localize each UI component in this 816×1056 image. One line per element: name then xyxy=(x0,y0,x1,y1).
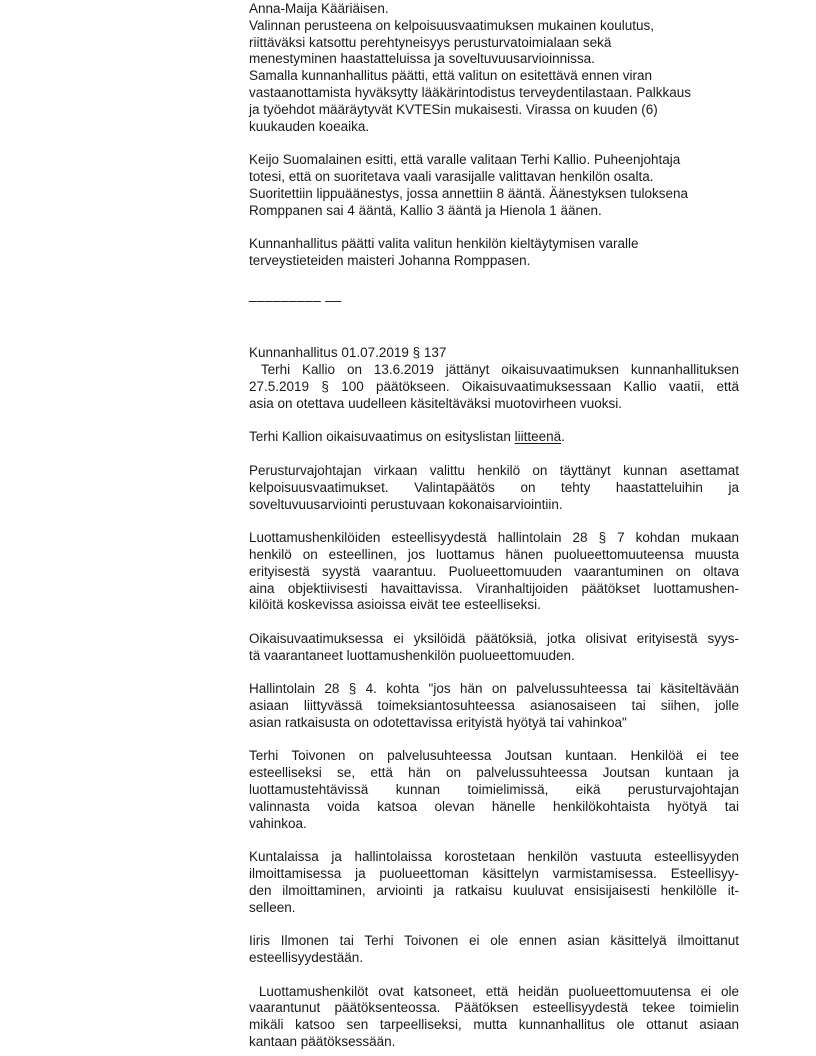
text-span: Oikaisuvaatimuksessa ei yksilöidä päätöksiä, jotka olisivat erityisestä syys- xyxy=(249,630,739,646)
text-span: asiaan liittyvässä toimeksiantosuhteessa asianosaiseen tai siihen, jolle xyxy=(249,698,739,714)
text-span: vahinkoa. xyxy=(249,815,307,831)
text-line xyxy=(249,236,739,253)
text-line xyxy=(249,849,739,866)
text-span: totesi, että on suoritetava vaali varasijalle valittavan henkilön osalta. xyxy=(249,168,654,184)
text-span: Terhi Toivonen on palvelusuhteessa Joutsan kuntaan. Henkilöä ei tee xyxy=(249,748,739,764)
text-line xyxy=(249,1000,739,1017)
text-line xyxy=(249,497,739,514)
text-span: Terhi Kallio on 13.6.2019 jättänyt oikaisuvaatimuksen kunnanhallituksen xyxy=(249,362,739,378)
text-line xyxy=(249,152,739,169)
paragraph xyxy=(249,933,739,967)
document-text-column xyxy=(249,1,739,1056)
text-span: den ilmoittaminen, arviointi ja ratkaisu kuuluvat ensisijaisesti henkilölle it- xyxy=(249,882,739,898)
text-line xyxy=(249,547,739,564)
text-line xyxy=(249,530,739,547)
text-line xyxy=(249,18,739,35)
text-line xyxy=(249,866,739,883)
text-span: esteelliseksi se, että hän on palvelussuhteessa Joutsan kuntaan ja xyxy=(249,765,739,781)
text-span: aina objektiivisesti havaittavissa. Viranhaltijoiden päätökset luottamushen- xyxy=(249,580,739,596)
text-line xyxy=(249,396,739,413)
text-span: . xyxy=(561,429,565,445)
text-line xyxy=(249,648,739,665)
paragraph xyxy=(249,530,739,614)
text-span: Luottamushenkilöt ovat katsoneet, että heidän puolueettomuutensa ei ole xyxy=(249,983,739,999)
separator xyxy=(249,287,739,304)
paragraph xyxy=(249,236,739,270)
text-span: Kunnanhallitus 01.07.2019 § 137 xyxy=(249,345,447,361)
text-line xyxy=(249,698,739,715)
text-line xyxy=(249,51,739,68)
text-line xyxy=(249,564,739,581)
attachment-reference: liitteenä xyxy=(514,429,562,445)
text-span: kilöitä koskevissa asioissa eivät tee esteelliseksi. xyxy=(249,597,541,613)
text-span: Anna-Maija Kääriäisen. xyxy=(249,1,389,16)
paragraph xyxy=(249,362,739,412)
text-span: 27.5.2019 § 100 päätökseen. Oikaisuvaatimuksessaan Kallio vaatii, että xyxy=(249,378,739,394)
text-line xyxy=(249,799,739,816)
text-line xyxy=(249,85,739,102)
text-line xyxy=(249,950,739,967)
text-span: vaarantunut päätöksenteossa. Päätöksen esteellisyydestä tekee toimielin xyxy=(249,1000,739,1016)
text-span: Kunnanhallitus päätti valita valitun henkilön kieltäytymisen varalle xyxy=(249,236,639,252)
text-line xyxy=(249,203,739,220)
text-span: tä vaarantaneet luottamushenkilön puolueettomuuden. xyxy=(249,647,575,663)
text-span: Iiris Ilmonen tai Terhi Toivonen ei ole ennen asian käsittelyä ilmoittanut xyxy=(249,933,739,949)
text-span: henkilö on esteellinen, jos luottamus hänen puolueettomuuteensa muusta xyxy=(249,546,739,562)
text-line xyxy=(249,362,739,379)
text-line xyxy=(249,984,739,1001)
text-span: valinnasta voida katsoa olevan hänelle henkilökohtaista hyötyä tai xyxy=(249,798,739,814)
text-line xyxy=(249,379,739,396)
text-span: terveystieteiden maisteri Johanna Romppasen. xyxy=(249,252,531,268)
text-line xyxy=(249,1017,739,1034)
text-line xyxy=(249,715,739,732)
text-line xyxy=(249,429,739,446)
text-line xyxy=(249,765,739,782)
text-span: ja työehdot määräytyvät KVTESin mukaisesti. Virassa on kuuden (6) xyxy=(249,101,658,117)
text-span: asia on otettava uudelleen käsiteltäväksi muotovirheen vuoksi. xyxy=(249,395,622,411)
text-span: erityisestä syystä vaarantuu. Puolueettomuuden vaarantuminen on oltava xyxy=(249,563,739,579)
text-span: Samalla kunnanhallitus päätti, että valitun on esitettävä ennen viran xyxy=(249,68,653,84)
text-line xyxy=(249,748,739,765)
text-span: kantaan päätöksessään. xyxy=(249,1034,396,1050)
text-line xyxy=(249,169,739,186)
text-line xyxy=(249,253,739,270)
separator-line: _________ __ xyxy=(249,286,342,302)
text-line xyxy=(249,1034,739,1051)
text-span: Terhi Kallion oikaisuvaatimus on esityslistan xyxy=(249,429,515,445)
text-line xyxy=(249,119,739,136)
paragraph xyxy=(249,748,739,832)
text-span: luottamustehtävissä kunnan toimielimissä, eikä perusturvajohtajan xyxy=(249,782,739,798)
text-span: soveltuvuusarviointi perustuvaan kokonaisarviointiin. xyxy=(249,496,563,512)
text-line xyxy=(249,463,739,480)
text-line xyxy=(249,883,739,900)
text-line xyxy=(249,631,739,648)
text-line xyxy=(249,186,739,203)
paragraph xyxy=(249,429,739,446)
text-span: Hallintolain 28 § 4. kohta "jos hän on palvelussuhteessa tai käsiteltävään xyxy=(249,681,739,697)
text-span: kuukauden koeaika. xyxy=(249,118,370,134)
text-line xyxy=(249,35,739,52)
text-line xyxy=(249,681,739,698)
text-line xyxy=(249,68,739,85)
text-span: kelpoisuusvaatimukset. Valintapäätös on tehty haastatteluihin ja xyxy=(249,479,739,495)
paragraph xyxy=(249,345,739,362)
text-line xyxy=(249,345,739,362)
text-span: riittäväksi katsottu perehtyneisyys perusturvatoimialaan sekä xyxy=(249,34,612,50)
text-line xyxy=(249,597,739,614)
text-line xyxy=(249,581,739,598)
text-span: menestyminen haastatteluissa ja soveltuvuusarvioinnissa. xyxy=(249,51,595,67)
paragraph xyxy=(249,631,739,665)
text-span: Valinnan perusteena on kelpoisuusvaatimuksen mukainen koulutus, xyxy=(249,17,655,33)
paragraph xyxy=(249,463,739,513)
text-line xyxy=(249,102,739,119)
text-span: Perusturvajohtajan virkaan valittu henkilö on täyttänyt kunnan asettamat xyxy=(249,462,739,478)
text-span: mikäli katsoo sen tarpeelliseksi, mutta kunnanhallitus ole ottanut asiaan xyxy=(249,1017,739,1033)
text-span: esteellisyydestään. xyxy=(249,950,364,966)
text-line xyxy=(249,900,739,917)
text-span: Romppanen sai 4 ääntä, Kallio 3 ääntä ja Hienola 1 äänen. xyxy=(249,202,602,218)
paragraph xyxy=(249,849,739,916)
text-span: ilmoittamisessa ja puolueettoman käsittelyn varmistamisessa. Esteellisyy- xyxy=(249,866,739,882)
text-span: Kuntalaissa ja hallintolaissa korostetaan henkilön vastuuta esteellisyyden xyxy=(249,849,739,865)
text-line xyxy=(249,480,739,497)
text-span: Suoritettiin lippuäänestys, jossa annettiin 8 ääntä. Äänestyksen tuloksena xyxy=(249,185,689,201)
text-span: asian ratkaisusta on odotettavissa erityistä hyötyä tai vahinkoa" xyxy=(249,714,627,730)
text-line xyxy=(249,782,739,799)
text-line xyxy=(249,1,739,18)
text-span: Luottamushenkilöiden esteellisyydestä hallintolain 28 § 7 kohdan mukaan xyxy=(249,530,739,546)
text-span: selleen. xyxy=(249,899,296,915)
text-line xyxy=(249,933,739,950)
paragraph xyxy=(249,984,739,1051)
text-span: Keijo Suomalainen esitti, että varalle valitaan Terhi Kallio. Puheenjohtaja xyxy=(249,152,681,168)
paragraph xyxy=(249,152,739,219)
text-line xyxy=(249,816,739,833)
paragraph xyxy=(249,681,739,731)
text-span: vastaanottamista hyväksytty lääkärintodistus terveydentilastaan. Palkkaus xyxy=(249,84,691,100)
paragraph xyxy=(249,1,739,135)
